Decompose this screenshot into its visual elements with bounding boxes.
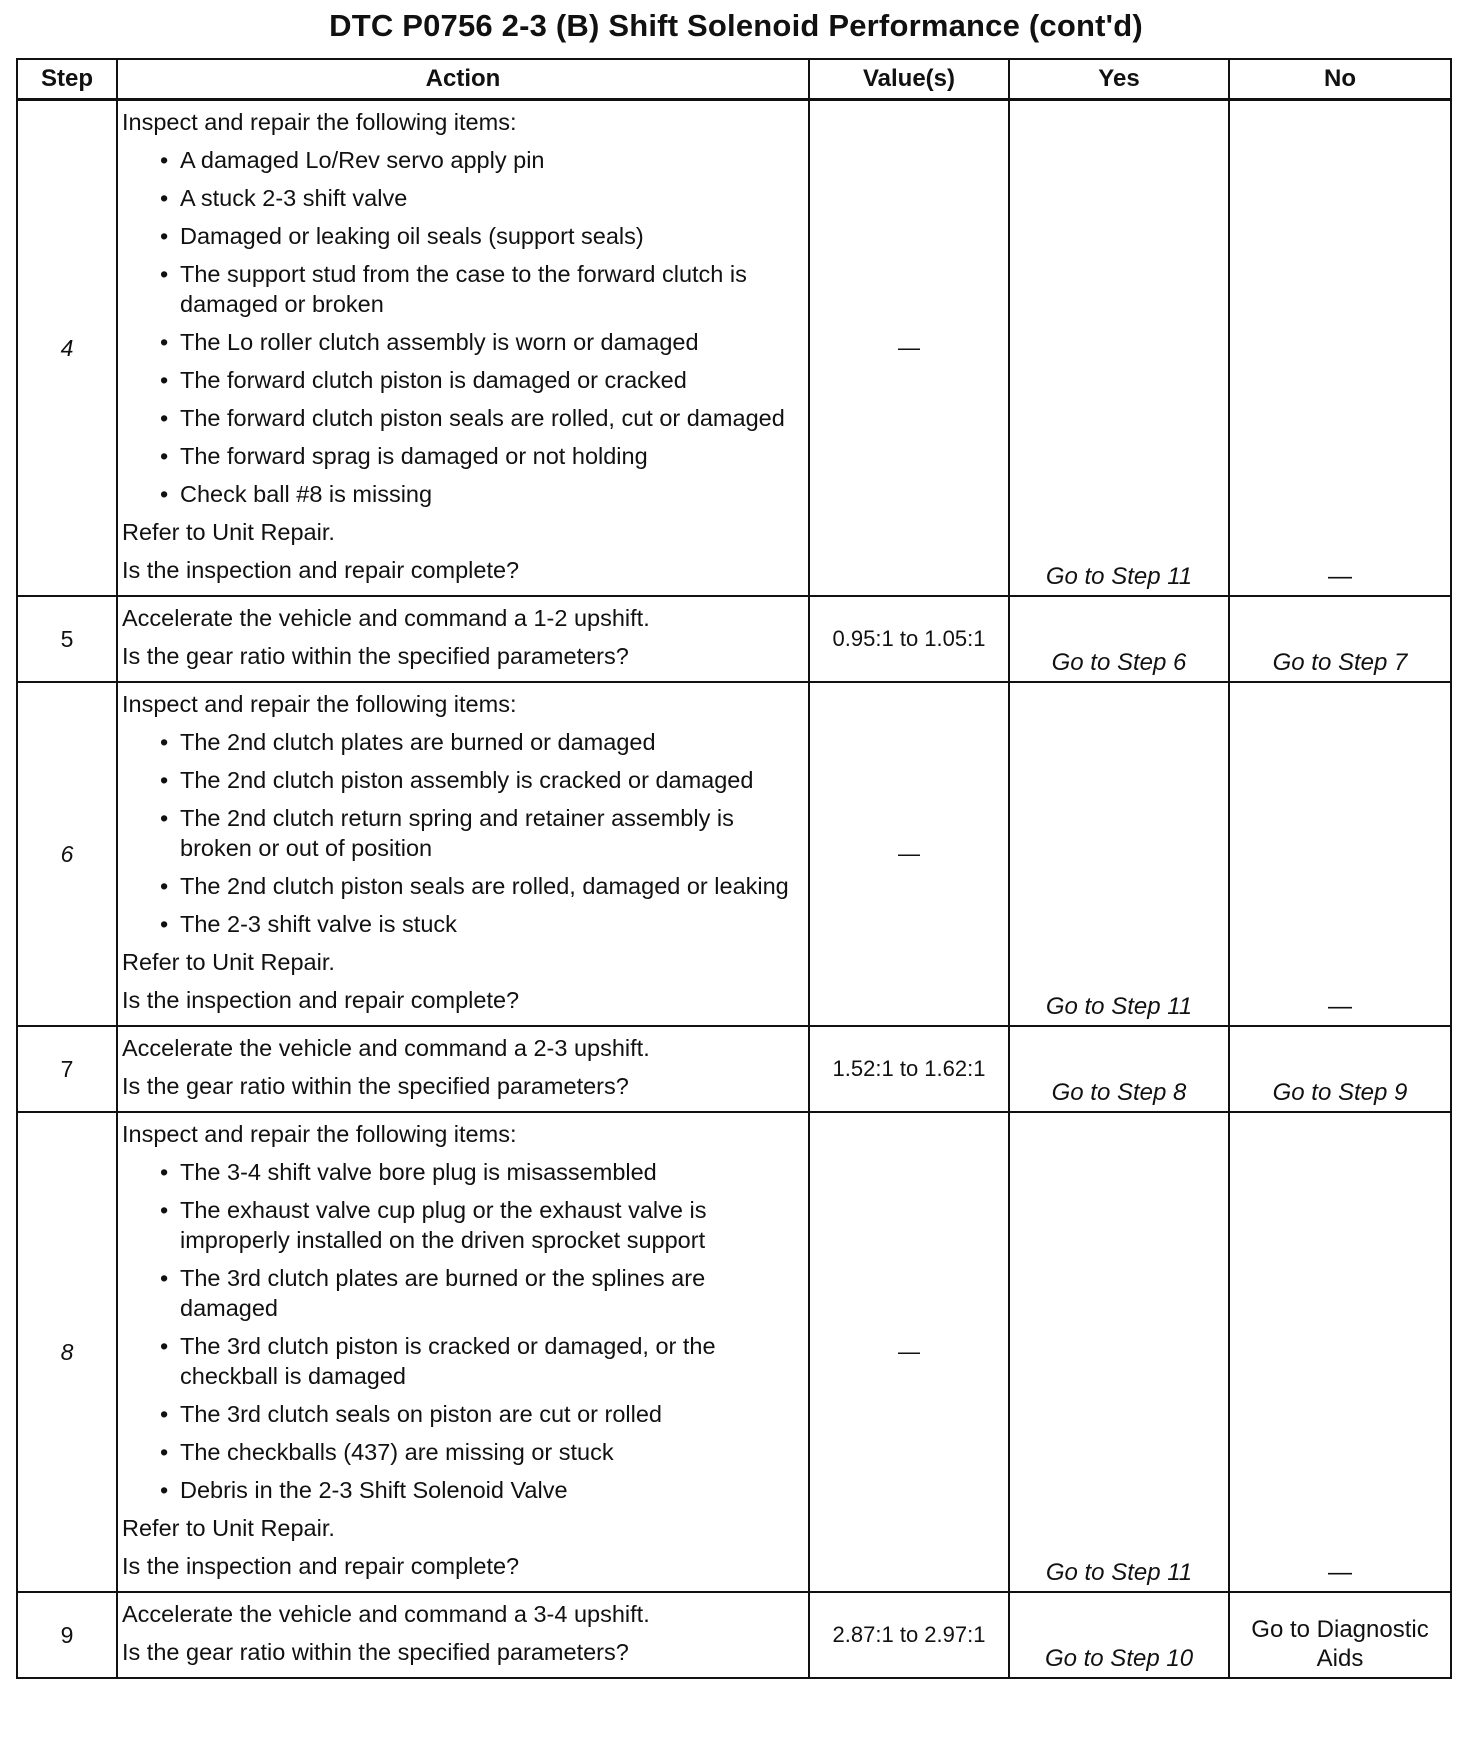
bullet-icon: • bbox=[160, 443, 169, 469]
bullet-icon: • bbox=[160, 1197, 169, 1223]
bullet-icon: • bbox=[160, 1159, 169, 1185]
list-item: • The 2nd clutch return spring and retainer assembly is broken or out of position bbox=[160, 805, 734, 861]
list-item: • The checkballs (437) are missing or stuck bbox=[160, 1439, 614, 1465]
bullet-icon: • bbox=[160, 1265, 169, 1291]
question-text: Is the gear ratio within the specified parameters? bbox=[122, 1073, 629, 1099]
bullet-icon: • bbox=[160, 481, 169, 507]
list-item: • The support stud from the case to the forward clutch is damaged or broken bbox=[160, 261, 747, 317]
list-item: • Debris in the 2-3 Shift Solenoid Valve bbox=[160, 1477, 568, 1503]
no-cell: — bbox=[1229, 100, 1451, 597]
bullet-icon: • bbox=[160, 185, 169, 211]
bullet-icon: • bbox=[160, 405, 169, 431]
question-text: Is the inspection and repair complete? bbox=[122, 557, 520, 583]
bullet-icon: • bbox=[160, 873, 169, 899]
inspection-list bbox=[122, 142, 798, 514]
list-item: • The 2nd clutch piston assembly is cracked or damaged bbox=[160, 767, 754, 793]
table-row bbox=[17, 596, 1451, 682]
value-cell: — bbox=[809, 682, 1009, 1026]
list-item: • The 2nd clutch plates are burned or damaged bbox=[160, 729, 656, 755]
step-number: 4 bbox=[17, 100, 117, 597]
action-cell bbox=[117, 596, 809, 682]
yes-cell: Go to Step 11 bbox=[1009, 682, 1229, 1026]
question-text: Is the gear ratio within the specified parameters? bbox=[122, 1639, 629, 1665]
step-number: 6 bbox=[17, 682, 117, 1026]
list-item: • The Lo roller clutch assembly is worn or damaged bbox=[160, 329, 699, 355]
bullet-icon: • bbox=[160, 261, 169, 287]
value-cell: 0.95:1 to 1.05:1 bbox=[809, 596, 1009, 682]
no-cell: Go to Diagnostic Aids bbox=[1229, 1592, 1451, 1678]
action-cell bbox=[117, 1026, 809, 1112]
list-item: • The exhaust valve cup plug or the exhaust valve is improperly installed on the driven sprocket support bbox=[160, 1197, 707, 1253]
table-row bbox=[17, 1112, 1451, 1592]
table-row bbox=[17, 1026, 1451, 1112]
list-item: • The 3rd clutch plates are burned or the splines are damaged bbox=[160, 1265, 706, 1321]
action-cell bbox=[117, 1592, 809, 1678]
refer-text: Refer to Unit Repair. bbox=[122, 1515, 335, 1541]
no-cell: Go to Step 7 bbox=[1229, 596, 1451, 682]
action-cell bbox=[117, 1112, 809, 1592]
list-item: • The 3-4 shift valve bore plug is misassembled bbox=[160, 1159, 657, 1185]
question-text: Is the inspection and repair complete? bbox=[122, 1553, 520, 1579]
list-item: • The 3rd clutch piston is cracked or damaged, or the checkball is damaged bbox=[160, 1333, 716, 1389]
bullet-icon: • bbox=[160, 911, 169, 937]
yes-cell: Go to Step 6 bbox=[1009, 596, 1229, 682]
action-cell bbox=[117, 682, 809, 1026]
action-cell bbox=[117, 100, 809, 597]
value-cell: 2.87:1 to 2.97:1 bbox=[809, 1592, 1009, 1678]
action-instruction: Accelerate the vehicle and command a 3-4 upshift. bbox=[122, 1601, 650, 1627]
header-no: No bbox=[1229, 59, 1451, 100]
list-item: • A stuck 2-3 shift valve bbox=[160, 185, 408, 211]
header-step: Step bbox=[17, 59, 117, 100]
yes-cell: Go to Step 10 bbox=[1009, 1592, 1229, 1678]
bullet-icon: • bbox=[160, 805, 169, 831]
inspection-list bbox=[122, 724, 798, 944]
bullet-icon: • bbox=[160, 1333, 169, 1359]
list-item: • The 3rd clutch seals on piston are cut or rolled bbox=[160, 1401, 663, 1427]
question-text: Is the inspection and repair complete? bbox=[122, 987, 520, 1013]
no-cell: Go to Step 9 bbox=[1229, 1026, 1451, 1112]
step-number: 8 bbox=[17, 1112, 117, 1592]
step-number: 7 bbox=[17, 1026, 117, 1112]
no-cell: — bbox=[1229, 1112, 1451, 1592]
list-item: • The 2-3 shift valve is stuck bbox=[160, 911, 457, 937]
list-item: • The forward clutch piston is damaged or cracked bbox=[160, 367, 687, 393]
table-row bbox=[17, 682, 1451, 1026]
list-item: • The forward sprag is damaged or not holding bbox=[160, 443, 648, 469]
header-yes: Yes bbox=[1009, 59, 1229, 100]
action-intro: Inspect and repair the following items: bbox=[122, 1121, 517, 1147]
page-title: DTC P0756 2-3 (B) Shift Solenoid Performance (cont'd) bbox=[329, 8, 1143, 43]
value-cell: — bbox=[809, 100, 1009, 597]
step-number: 9 bbox=[17, 1592, 117, 1678]
refer-text: Refer to Unit Repair. bbox=[122, 519, 335, 545]
action-intro: Inspect and repair the following items: bbox=[122, 691, 517, 717]
inspection-list bbox=[122, 1154, 798, 1510]
refer-text: Refer to Unit Repair. bbox=[122, 949, 335, 975]
bullet-icon: • bbox=[160, 329, 169, 355]
yes-cell: Go to Step 8 bbox=[1009, 1026, 1229, 1112]
bullet-icon: • bbox=[160, 1439, 169, 1465]
no-cell: — bbox=[1229, 682, 1451, 1026]
list-item: • The 2nd clutch piston seals are rolled, damaged or leaking bbox=[160, 873, 789, 899]
bullet-icon: • bbox=[160, 767, 169, 793]
question-text: Is the gear ratio within the specified parameters? bbox=[122, 643, 629, 669]
header-row bbox=[17, 59, 1451, 100]
header-action: Action bbox=[117, 59, 809, 100]
header-values: Value(s) bbox=[809, 59, 1009, 100]
bullet-icon: • bbox=[160, 1477, 169, 1503]
value-cell: 1.52:1 to 1.62:1 bbox=[809, 1026, 1009, 1112]
list-item: • A damaged Lo/Rev servo apply pin bbox=[160, 147, 545, 173]
step-number: 5 bbox=[17, 596, 117, 682]
list-item: • Check ball #8 is missing bbox=[160, 481, 433, 507]
action-intro: Inspect and repair the following items: bbox=[122, 109, 517, 135]
table-row bbox=[17, 1592, 1451, 1678]
bullet-icon: • bbox=[160, 147, 169, 173]
action-instruction: Accelerate the vehicle and command a 1-2 upshift. bbox=[122, 605, 650, 631]
value-cell: — bbox=[809, 1112, 1009, 1592]
yes-cell: Go to Step 11 bbox=[1009, 1112, 1229, 1592]
bullet-icon: • bbox=[160, 1401, 169, 1427]
table-row bbox=[17, 100, 1451, 597]
bullet-icon: • bbox=[160, 367, 169, 393]
action-instruction: Accelerate the vehicle and command a 2-3 upshift. bbox=[122, 1035, 650, 1061]
yes-cell: Go to Step 11 bbox=[1009, 100, 1229, 597]
bullet-icon: • bbox=[160, 729, 169, 755]
bullet-icon: • bbox=[160, 223, 169, 249]
list-item: • The forward clutch piston seals are rolled, cut or damaged bbox=[160, 405, 785, 431]
diagnostic-table bbox=[16, 58, 1452, 1679]
list-item: • Damaged or leaking oil seals (support seals) bbox=[160, 223, 644, 249]
